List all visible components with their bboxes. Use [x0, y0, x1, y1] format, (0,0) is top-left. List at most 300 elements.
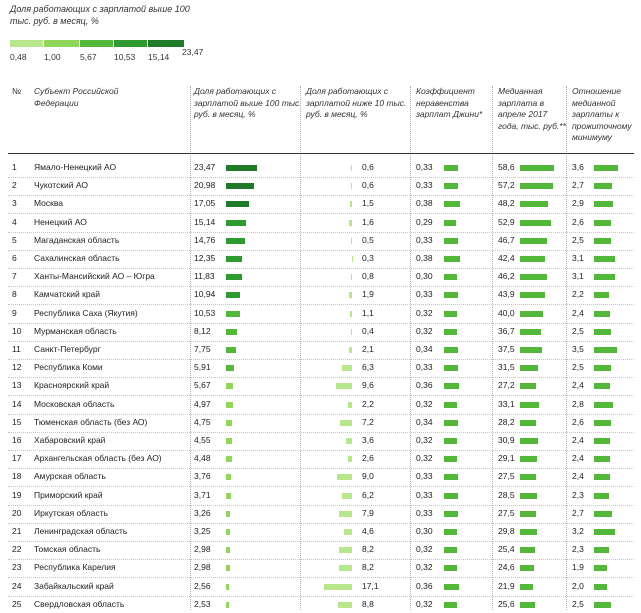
median-bar [520, 438, 538, 444]
above100-bar [226, 493, 231, 499]
above100-bar [226, 365, 234, 371]
gini-value: 0,30 [416, 526, 433, 536]
gini-value: 0,33 [416, 362, 433, 373]
row-number: 23 [12, 562, 22, 573]
legend-swatch [114, 40, 147, 47]
median-bar [520, 165, 554, 171]
ratio-value: 2,4 [572, 471, 584, 482]
gini-value: 0,34 [416, 416, 433, 427]
legend-tick-label: 5,67 [80, 52, 97, 62]
above100-bar [226, 183, 254, 189]
below10-value: 2,1 [362, 344, 374, 354]
median-bar [520, 547, 535, 553]
above100-bar [226, 292, 240, 298]
row-divider [8, 577, 634, 578]
median-value: 57,2 [498, 180, 515, 191]
above100-value: 4,97 [194, 398, 211, 409]
row-divider [8, 377, 634, 378]
below10-value: 0,3 [362, 253, 374, 263]
ratio-value: 2,4 [572, 307, 584, 318]
ratio-value: 2,5 [572, 234, 584, 245]
row-divider [8, 359, 634, 360]
ratio-bar [594, 201, 613, 207]
below10-value: 1,9 [362, 289, 374, 300]
row-divider [8, 523, 634, 524]
below10-bar [339, 547, 352, 553]
ratio-bar [594, 165, 618, 171]
gini-value: 0,36 [416, 580, 433, 591]
row-number: 24 [12, 580, 22, 591]
gini-bar [444, 529, 457, 535]
gini-bar [444, 402, 457, 408]
below10-bar [352, 256, 353, 262]
median-value: 27,2 [498, 380, 515, 391]
below10-value: 9,6 [362, 380, 374, 391]
above100-bar [226, 474, 231, 480]
below10-value: 1,6 [362, 216, 374, 227]
below10-bar [351, 238, 352, 244]
median-value: 27,5 [498, 471, 515, 482]
column-separator [566, 86, 567, 610]
region-name: Республика Саха (Якутия) [34, 307, 138, 318]
region-name: Ханты-Мансийский АО – Югра [34, 271, 155, 282]
row-divider [8, 177, 634, 178]
region-name: Сахалинская область [34, 253, 120, 263]
region-name: Мурманская область [34, 325, 117, 336]
region-name: Магаданская область [34, 234, 120, 245]
region-name: Санкт-Петербург [34, 344, 101, 354]
below10-bar [346, 438, 352, 444]
row-number: 16 [12, 435, 22, 445]
row-number: 14 [12, 398, 22, 409]
median-bar [520, 329, 541, 335]
below10-value: 1,5 [362, 198, 374, 209]
region-name: Иркутская область [34, 507, 109, 518]
above100-value: 3,76 [194, 471, 211, 482]
below10-value: 8,8 [362, 598, 374, 609]
row-divider [8, 213, 634, 214]
below10-value: 0,6 [362, 162, 374, 172]
median-bar [520, 256, 545, 262]
header-median: Медианная зарплата в апреле 2017 года, тыс. руб.** [498, 86, 566, 131]
median-value: 31,5 [498, 362, 515, 373]
gini-bar [444, 383, 459, 389]
below10-bar [340, 420, 352, 426]
below10-bar [344, 529, 352, 535]
above100-value: 17,05 [194, 198, 216, 209]
header-ratio: Отношение медианной зарплаты к прожиточному минимуму [572, 86, 632, 142]
above100-bar [226, 329, 237, 335]
gini-value: 0,32 [416, 398, 433, 409]
row-divider [8, 286, 634, 287]
region-name: Амурская область [34, 471, 106, 482]
above100-bar [226, 256, 242, 262]
above100-value: 7,75 [194, 344, 211, 354]
row-number: 7 [12, 271, 17, 282]
below10-bar [336, 383, 352, 389]
median-value: 37,5 [498, 344, 515, 354]
above100-value: 2,98 [194, 544, 211, 555]
median-bar [520, 274, 547, 280]
region-name: Приморский край [34, 489, 103, 500]
gini-bar [444, 292, 458, 298]
ratio-value: 2,5 [572, 598, 584, 609]
row-number: 9 [12, 307, 17, 318]
above100-value: 2,53 [194, 598, 211, 609]
median-bar [520, 201, 548, 207]
gini-bar [444, 565, 457, 571]
gini-value: 0,30 [416, 271, 433, 282]
ratio-bar [594, 402, 613, 408]
row-divider [8, 432, 634, 433]
above100-value: 10,94 [194, 289, 216, 300]
above100-bar [226, 529, 230, 535]
row-number: 12 [12, 362, 22, 373]
gini-value: 0,38 [416, 253, 433, 263]
row-divider [8, 232, 634, 233]
median-bar [520, 183, 553, 189]
median-bar [520, 529, 537, 535]
ratio-value: 2,3 [572, 489, 584, 500]
median-value: 28,5 [498, 489, 515, 500]
gini-value: 0,33 [416, 289, 433, 300]
below10-bar [348, 456, 352, 462]
gini-bar [444, 183, 458, 189]
row-number: 10 [12, 325, 22, 336]
above100-value: 14,76 [194, 234, 216, 245]
ratio-value: 3,6 [572, 162, 584, 172]
region-name: Ленинградская область [34, 526, 128, 536]
below10-bar [324, 584, 352, 590]
above100-bar [226, 565, 230, 571]
median-bar [520, 493, 537, 499]
ratio-bar [594, 220, 611, 226]
gini-value: 0,32 [416, 325, 433, 336]
ratio-value: 2,7 [572, 507, 584, 518]
row-divider [8, 268, 634, 269]
gini-value: 0,32 [416, 435, 433, 445]
ratio-value: 2,2 [572, 289, 584, 300]
above100-bar [226, 402, 233, 408]
above100-value: 2,56 [194, 580, 211, 591]
region-name: Республика Коми [34, 362, 103, 373]
below10-value: 8,2 [362, 544, 374, 555]
median-value: 48,2 [498, 198, 515, 209]
row-divider [8, 541, 634, 542]
ratio-value: 2,4 [572, 435, 584, 445]
legend-tick-label: 0,48 [10, 52, 27, 62]
below10-bar [349, 292, 352, 298]
median-value: 42,4 [498, 253, 515, 263]
legend-tick-label: 10,53 [114, 52, 136, 62]
median-bar [520, 347, 542, 353]
row-divider [8, 559, 634, 560]
region-name: Хабаровский край [34, 435, 106, 445]
gini-value: 0,32 [416, 562, 433, 573]
gini-bar [444, 456, 457, 462]
ratio-bar [594, 292, 609, 298]
gini-value: 0,33 [416, 489, 433, 500]
median-value: 46,7 [498, 234, 515, 245]
above100-bar [226, 347, 236, 353]
legend-swatch [148, 40, 184, 47]
above100-value: 4,55 [194, 435, 211, 445]
median-value: 25,6 [498, 598, 515, 609]
row-divider [8, 395, 634, 396]
gini-bar [444, 493, 458, 499]
row-divider [8, 250, 634, 251]
below10-value: 17,1 [362, 580, 379, 591]
column-separator [410, 86, 411, 610]
row-number: 6 [12, 253, 17, 263]
below10-bar [339, 511, 352, 517]
gini-value: 0,32 [416, 307, 433, 318]
gini-bar [444, 256, 460, 262]
ratio-bar [594, 420, 611, 426]
above100-value: 15,14 [194, 216, 216, 227]
median-value: 27,5 [498, 507, 515, 518]
median-value: 52,9 [498, 216, 515, 227]
gini-bar [444, 220, 456, 226]
median-bar [520, 238, 547, 244]
header-region: Субъект Российской Федерации [34, 86, 119, 108]
median-bar [520, 383, 536, 389]
row-divider [8, 486, 634, 487]
region-name: Красноярский край [34, 380, 110, 391]
row-divider [8, 414, 634, 415]
row-number: 13 [12, 380, 22, 391]
gini-value: 0,32 [416, 453, 433, 464]
below10-bar [350, 201, 352, 207]
row-number: 19 [12, 489, 22, 500]
ratio-bar [594, 547, 609, 553]
column-separator [300, 86, 301, 610]
below10-bar [351, 274, 352, 280]
median-bar [520, 474, 536, 480]
gini-bar [444, 420, 458, 426]
above100-bar [226, 602, 229, 608]
ratio-value: 2,4 [572, 453, 584, 464]
below10-bar [342, 493, 352, 499]
row-number: 18 [12, 471, 22, 482]
gini-value: 0,33 [416, 234, 433, 245]
ratio-bar [594, 183, 612, 189]
ratio-bar [594, 311, 610, 317]
ratio-value: 1,9 [572, 562, 584, 573]
below10-value: 2,6 [362, 453, 374, 464]
gini-bar [444, 584, 459, 590]
below10-bar [342, 365, 352, 371]
row-number: 25 [12, 598, 22, 609]
legend-swatch [44, 40, 79, 47]
median-value: 28,2 [498, 416, 515, 427]
gini-value: 0,32 [416, 598, 433, 609]
gini-value: 0,33 [416, 162, 433, 172]
row-divider [8, 468, 634, 469]
gini-bar [444, 274, 457, 280]
legend-swatch [10, 40, 43, 47]
gini-bar [444, 438, 457, 444]
below10-value: 1,1 [362, 307, 374, 318]
median-bar [520, 311, 543, 317]
above100-bar [226, 201, 249, 207]
ratio-value: 2,7 [572, 180, 584, 191]
gini-bar [444, 238, 458, 244]
below10-value: 6,3 [362, 362, 374, 373]
region-name: Архангельская область (без АО) [34, 453, 162, 464]
ratio-bar [594, 511, 612, 517]
gini-value: 0,33 [416, 180, 433, 191]
legend-tick-label: 23,47 [182, 47, 204, 57]
ratio-value: 2,4 [572, 380, 584, 391]
median-value: 21,9 [498, 580, 515, 591]
below10-bar [351, 165, 352, 171]
median-bar [520, 511, 536, 517]
row-number: 4 [12, 216, 17, 227]
ratio-bar [594, 347, 617, 353]
above100-bar [226, 220, 246, 226]
above100-value: 20,98 [194, 180, 216, 191]
median-bar [520, 402, 539, 408]
median-bar [520, 220, 551, 226]
median-value: 30,9 [498, 435, 515, 445]
median-bar [520, 456, 537, 462]
row-divider [8, 323, 634, 324]
ratio-value: 3,2 [572, 526, 584, 536]
header-above100: Доля работающих с зарплатой выше 100 тыс. руб. в месяц, % [194, 86, 302, 119]
region-name: Ямало-Ненецкий АО [34, 162, 117, 172]
median-value: 40,0 [498, 307, 515, 318]
above100-value: 4,75 [194, 416, 211, 427]
gini-bar [444, 311, 457, 317]
gini-bar [444, 547, 457, 553]
above100-bar [226, 456, 232, 462]
gini-value: 0,29 [416, 216, 433, 227]
ratio-value: 2,3 [572, 544, 584, 555]
row-number: 5 [12, 234, 17, 245]
below10-bar [348, 402, 352, 408]
median-bar [520, 602, 535, 608]
median-value: 46,2 [498, 271, 515, 282]
row-number: 11 [12, 344, 21, 354]
above100-value: 5,67 [194, 380, 211, 391]
row-number: 2 [12, 180, 17, 191]
above100-value: 12,35 [194, 253, 216, 263]
below10-bar [349, 347, 352, 353]
above100-value: 2,98 [194, 562, 211, 573]
below10-value: 0,5 [362, 234, 374, 245]
gini-bar [444, 347, 458, 353]
above100-bar [226, 274, 242, 280]
region-name: Забайкальский край [34, 580, 114, 591]
column-separator [190, 86, 191, 610]
above100-value: 4,48 [194, 453, 211, 464]
ratio-bar [594, 456, 610, 462]
median-bar [520, 420, 536, 426]
ratio-value: 2,5 [572, 325, 584, 336]
ratio-bar [594, 238, 611, 244]
ratio-bar [594, 256, 615, 262]
above100-bar [226, 383, 233, 389]
row-divider [8, 304, 634, 305]
ratio-bar [594, 383, 610, 389]
below10-value: 3,6 [362, 435, 374, 445]
median-bar [520, 584, 533, 590]
gini-bar [444, 201, 460, 207]
below10-value: 6,2 [362, 489, 374, 500]
region-name: Ненецкий АО [34, 216, 87, 227]
header-num: № [12, 86, 22, 96]
ratio-bar [594, 438, 610, 444]
ratio-value: 2,0 [572, 580, 584, 591]
below10-value: 0,8 [362, 271, 374, 282]
gini-bar [444, 329, 457, 335]
below10-value: 8,2 [362, 562, 374, 573]
gini-bar [444, 165, 458, 171]
ratio-value: 2,6 [572, 216, 584, 227]
gini-value: 0,32 [416, 544, 433, 555]
above100-value: 3,26 [194, 507, 211, 518]
below10-value: 0,6 [362, 180, 374, 191]
below10-bar [338, 602, 352, 608]
median-bar [520, 365, 538, 371]
legend-tick-label: 15,14 [148, 52, 170, 62]
region-name: Москва [34, 198, 64, 209]
below10-bar [349, 220, 352, 226]
above100-bar [226, 547, 230, 553]
row-divider [8, 450, 634, 451]
below10-value: 0,4 [362, 325, 374, 336]
ratio-bar [594, 474, 610, 480]
above100-value: 5,91 [194, 362, 211, 373]
row-number: 1 [12, 162, 17, 172]
median-bar [520, 292, 545, 298]
above100-value: 8,12 [194, 325, 211, 336]
above100-value: 11,83 [194, 271, 215, 282]
below10-value: 9,0 [362, 471, 374, 482]
ratio-bar [594, 602, 611, 608]
gini-value: 0,36 [416, 380, 433, 391]
median-value: 29,1 [498, 453, 515, 464]
row-divider [8, 195, 634, 196]
median-value: 33,1 [498, 398, 515, 409]
below10-bar [339, 565, 352, 571]
region-name: Свердловская область [34, 598, 125, 609]
header-below10: Доля работающих с зарплатой ниже 10 тыс. руб. в месяц, % [306, 86, 407, 119]
ratio-value: 2,9 [572, 198, 584, 209]
ratio-bar [594, 493, 609, 499]
row-number: 3 [12, 198, 17, 209]
ratio-bar [594, 529, 615, 535]
above100-value: 3,25 [194, 526, 211, 536]
above100-value: 3,71 [194, 489, 211, 500]
median-value: 24,6 [498, 562, 515, 573]
row-number: 17 [12, 453, 22, 464]
median-value: 29,8 [498, 526, 515, 536]
gini-value: 0,38 [416, 198, 433, 209]
above100-bar [226, 511, 230, 517]
median-value: 43,9 [498, 289, 515, 300]
above100-value: 23,47 [194, 162, 216, 172]
ratio-value: 2,5 [572, 362, 584, 373]
below10-bar [351, 329, 352, 335]
header-gini: Коэффициент неравенства зарплат Джини* [416, 86, 483, 119]
below10-value: 7,9 [362, 507, 374, 518]
gini-bar [444, 474, 458, 480]
gini-value: 0,34 [416, 344, 433, 354]
region-name: Томская область [34, 544, 101, 555]
above100-value: 10,53 [194, 307, 216, 318]
